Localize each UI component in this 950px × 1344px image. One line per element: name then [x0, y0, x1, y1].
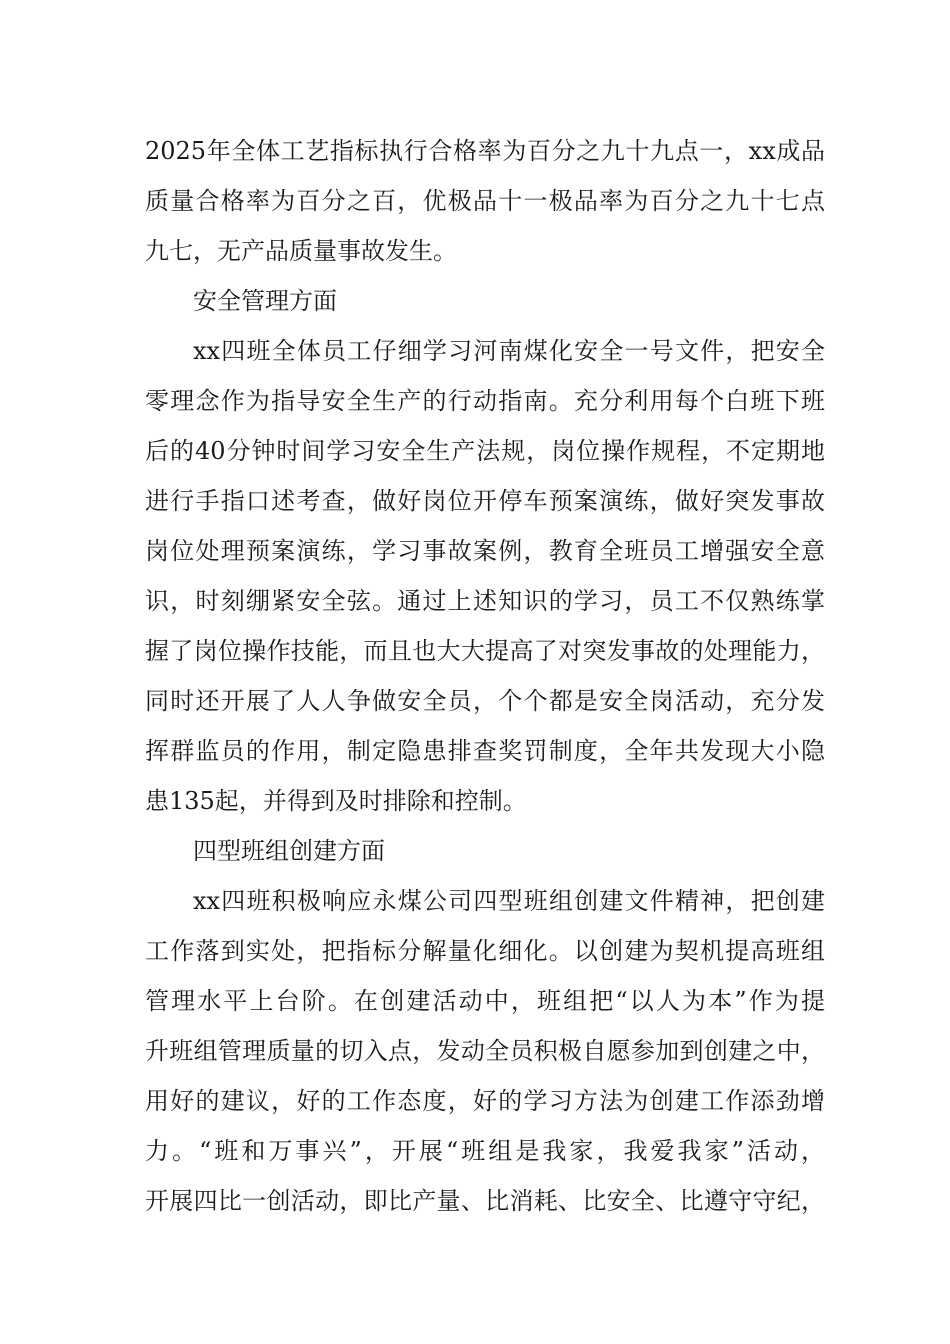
- text-line: 同时还开展了人人争做安全员，个个都是安全岗活动，充分发: [145, 687, 825, 715]
- text-line: 工作落到实处，把指标分解量化细化。以创建为契机提高班组: [145, 937, 825, 965]
- section-heading-team-building: [145, 826, 825, 876]
- section-heading-text: 四型班组创建方面: [193, 837, 385, 865]
- section-heading-safety: [145, 276, 825, 326]
- section-heading-text: 安全管理方面: [193, 287, 337, 315]
- paragraph-quality-summary: [145, 126, 825, 276]
- text-line: xx四班积极响应永煤公司四型班组创建文件精神，把创建: [193, 887, 825, 915]
- paragraph-safety-management: [145, 326, 825, 826]
- text-line: 零理念作为指导安全生产的行动指南。充分利用每个白班下班: [145, 387, 825, 415]
- text-line: 管理水平上台阶。在创建活动中，班组把“以人为本”作为提: [145, 987, 825, 1015]
- text-line: 九七，无产品质量事故发生。: [145, 237, 457, 265]
- text-line: 力。“班和万事兴”，开展“班组是我家，我爱我家”活动，: [145, 1137, 825, 1165]
- text-line: 质量合格率为百分之百，优极品十一极品率为百分之九十七点: [145, 187, 825, 215]
- text-line: 岗位处理预案演练，学习事故案例，教育全班员工增强安全意: [145, 537, 825, 565]
- text-line: 开展四比一创活动，即比产量、比消耗、比安全、比遵守守纪，: [145, 1187, 825, 1215]
- text-line: 患135起，并得到及时排除和控制。: [145, 787, 527, 815]
- text-line: 握了岗位操作技能，而且也大大提高了对突发事故的处理能力，: [145, 637, 825, 665]
- text-line: 用好的建议，好的工作态度，好的学习方法为创建工作添劲增: [145, 1087, 825, 1115]
- document-body: [145, 126, 825, 1226]
- text-line: 识，时刻绷紧安全弦。通过上述知识的学习，员工不仅熟练掌: [145, 587, 825, 615]
- text-line: 挥群监员的作用，制定隐患排查奖罚制度，全年共发现大小隐: [145, 737, 825, 765]
- text-line: 后的40分钟时间学习安全生产法规，岗位操作规程，不定期地: [145, 437, 825, 465]
- paragraph-team-building: [145, 876, 825, 1226]
- text-line: 2025年全体工艺指标执行合格率为百分之九十九点一，xx成品: [145, 137, 825, 165]
- text-line: 升班组管理质量的切入点，发动全员积极自愿参加到创建之中，: [145, 1037, 825, 1065]
- text-line: 进行手指口述考查，做好岗位开停车预案演练，做好突发事故: [145, 487, 825, 515]
- text-line: xx四班全体员工仔细学习河南煤化安全一号文件，把安全: [193, 337, 825, 365]
